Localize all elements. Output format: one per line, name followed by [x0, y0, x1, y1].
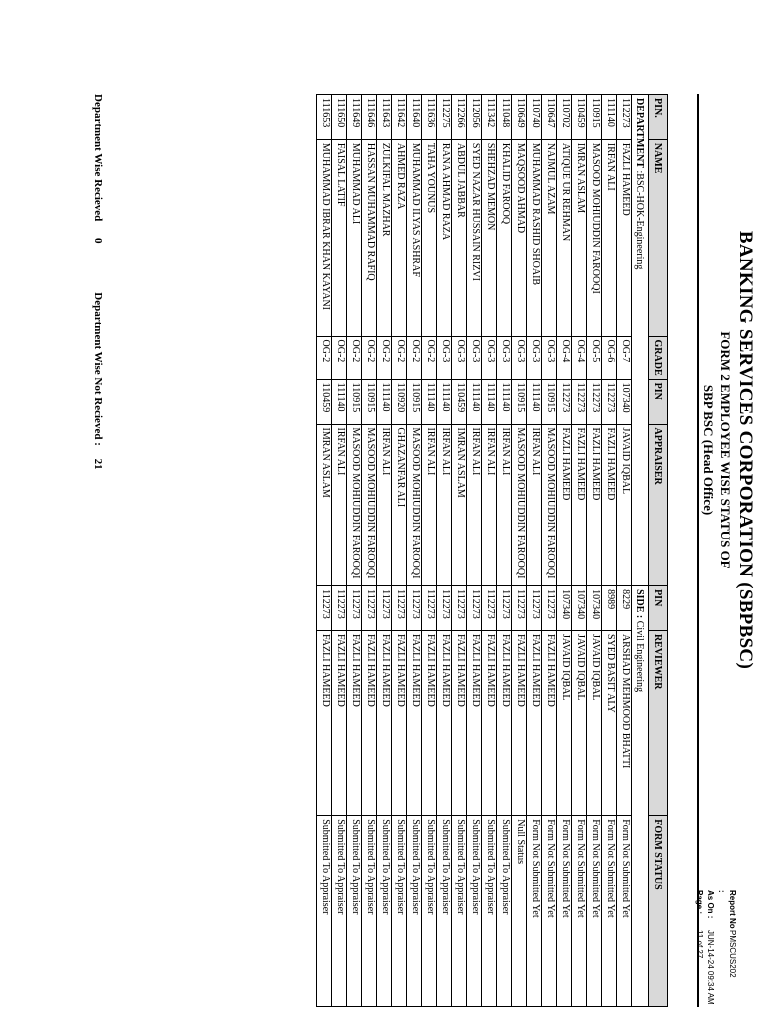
- cell-appraiser: IRFAN ALI: [482, 424, 497, 586]
- cell-name: IMRAN ASLAM: [572, 139, 587, 336]
- cell-reviewer: JAVAID IQBAL: [557, 630, 572, 815]
- cell-reviewer: FAZLI HAMEED: [392, 630, 407, 815]
- cell-pin: 110459: [572, 95, 587, 140]
- cell-appraiser: IRFAN ALI: [467, 424, 482, 586]
- cell-appraiser: FAZLI HAMEED: [602, 424, 617, 586]
- not-received-value: 21: [92, 458, 104, 470]
- side-cell: [632, 586, 649, 1007]
- cell-pin: 110647: [542, 95, 557, 140]
- report-no-label: Report No :: [717, 890, 737, 929]
- cell-form-status: Submitted To Appraiser: [317, 816, 332, 1007]
- cell-name: MASOOD MOHIUDDIN FAROOQI: [587, 139, 602, 336]
- cell-grade: OG-2: [332, 336, 347, 379]
- cell-reviewer-pin: 112273: [392, 586, 407, 631]
- cell-pin: 110702: [557, 95, 572, 140]
- cell-appraiser-pin: 112273: [572, 379, 587, 424]
- cell-grade: OG-3: [512, 336, 527, 379]
- cell-form-status: Form Not Submitted Yet: [527, 816, 542, 1007]
- cell-reviewer: FAZLI HAMEED: [332, 630, 347, 815]
- cell-reviewer: FAZLI HAMEED: [482, 630, 497, 815]
- table-row: [482, 95, 497, 1007]
- cell-pin: 111048: [497, 95, 512, 140]
- cell-appraiser: MASOOD MOHIUDDIN FAROOQI: [512, 424, 527, 586]
- table-row: [392, 95, 407, 1007]
- cell-pin: 111649: [347, 95, 362, 140]
- cell-appraiser-pin: 110920: [392, 379, 407, 424]
- cell-form-status: Submitted To Appraiser: [377, 816, 392, 1007]
- cell-appraiser-pin: 111140: [332, 379, 347, 424]
- cell-reviewer-pin: 112273: [407, 586, 422, 631]
- cell-appraiser-pin: 112273: [602, 379, 617, 424]
- report-office: SBP BSC (Head Office): [701, 384, 716, 516]
- report-meta: [694, 890, 738, 1020]
- cell-name: ZULKIFAL MAZHAR: [377, 139, 392, 336]
- cell-grade: OG-3: [542, 336, 557, 379]
- side-label: SIDE :: [634, 589, 646, 619]
- cell-reviewer: FAZLI HAMEED: [542, 630, 557, 815]
- col-header-reviewer-pin: PIN: [649, 586, 668, 631]
- cell-appraiser-pin: 111140: [482, 379, 497, 424]
- cell-pin: 112266: [452, 95, 467, 140]
- col-header-form-status: FORM STATUS: [649, 816, 668, 1007]
- report-title: BANKING SERVICES CORPORATION (SBPBSC): [735, 230, 756, 670]
- cell-name: MUHAMMAD ILYAS ASHRAF: [407, 139, 422, 336]
- department-row: [632, 95, 649, 1007]
- table-row: [347, 95, 362, 1007]
- cell-reviewer-pin: 107340: [572, 586, 587, 631]
- col-header-appraiser-pin: PIN: [649, 379, 668, 424]
- cell-name: MUHAMMAD RASHID SHOAIB: [527, 139, 542, 336]
- cell-appraiser-pin: 110915: [347, 379, 362, 424]
- cell-form-status: Form Not Submitted Yet: [587, 816, 602, 1007]
- col-header-name: NAME: [649, 139, 668, 336]
- cell-pin: 111636: [422, 95, 437, 140]
- cell-appraiser-pin: 112273: [557, 379, 572, 424]
- cell-reviewer-pin: 112273: [482, 586, 497, 631]
- cell-appraiser-pin: 111140: [437, 379, 452, 424]
- cell-grade: OG-3: [437, 336, 452, 379]
- cell-reviewer-pin: 112273: [512, 586, 527, 631]
- cell-reviewer-pin: 107340: [557, 586, 572, 631]
- department-value: :BSC-HOK-Engineering: [634, 170, 646, 270]
- received-value: 0: [92, 238, 104, 244]
- cell-appraiser-pin: 111140: [497, 379, 512, 424]
- table-row: [497, 95, 512, 1007]
- table-row: [452, 95, 467, 1007]
- cell-form-status: Submitted To Appraiser: [422, 816, 437, 1007]
- cell-reviewer-pin: 112273: [422, 586, 437, 631]
- cell-appraiser-pin: 111140: [377, 379, 392, 424]
- cell-name: HASSAN MUHAMMAD RAFIQ: [362, 139, 377, 336]
- table-row: [437, 95, 452, 1007]
- cell-pin: 112275: [437, 95, 452, 140]
- cell-appraiser-pin: 111140: [422, 379, 437, 424]
- cell-name: RANA AHMAD RAZA: [437, 139, 452, 336]
- cell-appraiser-pin: 110915: [512, 379, 527, 424]
- cell-appraiser: JAVAID IQBAL: [617, 424, 632, 586]
- cell-appraiser: IMRAN ASLAM: [317, 424, 332, 586]
- cell-appraiser-pin: 107340: [617, 379, 632, 424]
- department-label: DEPARTMENT: [634, 98, 646, 169]
- cell-appraiser-pin: 111140: [467, 379, 482, 424]
- cell-form-status: Submitted To Appraiser: [332, 816, 347, 1007]
- received-label: Department Wise Recieved: [92, 94, 104, 222]
- page-row: [694, 890, 705, 1020]
- cell-pin: 111640: [407, 95, 422, 140]
- cell-appraiser: IRFAN ALI: [377, 424, 392, 586]
- cell-appraiser: IRFAN ALI: [527, 424, 542, 586]
- cell-name: NAJMUL AZAM: [542, 139, 557, 336]
- cell-grade: OG-2: [407, 336, 422, 379]
- cell-reviewer: FAZLI HAMEED: [452, 630, 467, 815]
- cell-form-status: Submitted To Appraiser: [482, 816, 497, 1007]
- table-row: [587, 95, 602, 1007]
- cell-appraiser: FAZLI HAMEED: [557, 424, 572, 586]
- cell-appraiser: MASOOD MOHIUDDIN FAROOQI: [407, 424, 422, 586]
- cell-form-status: Form Not Submitted Yet: [557, 816, 572, 1007]
- cell-name: SYED NAZAR HUSSAIN RIZVI: [467, 139, 482, 336]
- cell-pin: 111653: [317, 95, 332, 140]
- cell-pin: 111140: [602, 95, 617, 140]
- cell-name: AHMED RAZA: [392, 139, 407, 336]
- cell-appraiser: IMRAN ASLAM: [452, 424, 467, 586]
- cell-grade: OG-3: [452, 336, 467, 379]
- cell-appraiser-pin: 110915: [407, 379, 422, 424]
- cell-form-status: Form Not Submitted Yet: [542, 816, 557, 1007]
- cell-name: KHALID FAROOQ: [497, 139, 512, 336]
- report-header: [700, 0, 756, 900]
- cell-pin: 110915: [587, 95, 602, 140]
- table-row: [527, 95, 542, 1007]
- cell-appraiser: GHAZANFAR ALI: [392, 424, 407, 586]
- table-row: [602, 95, 617, 1007]
- cell-grade: OG-4: [572, 336, 587, 379]
- cell-pin: 111342: [482, 95, 497, 140]
- cell-grade: OG-2: [362, 336, 377, 379]
- cell-grade: OG-7: [617, 336, 632, 379]
- table-row: [377, 95, 392, 1007]
- cell-pin: 110740: [527, 95, 542, 140]
- cell-pin: 111642: [392, 95, 407, 140]
- cell-grade: OG-5: [587, 336, 602, 379]
- cell-grade: OG-3: [467, 336, 482, 379]
- table-row: [317, 95, 332, 1007]
- cell-appraiser-pin: 111140: [527, 379, 542, 424]
- cell-grade: OG-2: [317, 336, 332, 379]
- not-received-label: Department Wise Not Recieved :: [92, 292, 104, 446]
- cell-appraiser: IRFAN ALI: [332, 424, 347, 586]
- cell-appraiser: IRFAN ALI: [497, 424, 512, 586]
- cell-reviewer: FAZLI HAMEED: [512, 630, 527, 815]
- employee-status-table: [316, 94, 668, 1007]
- cell-grade: OG-2: [422, 336, 437, 379]
- cell-appraiser: FAZLI HAMEED: [587, 424, 602, 586]
- cell-pin: 111650: [332, 95, 347, 140]
- cell-appraiser: IRFAN ALI: [437, 424, 452, 586]
- table-row: [572, 95, 587, 1007]
- report-no-value: PMSCUS202: [728, 930, 737, 978]
- cell-grade: OG-6: [602, 336, 617, 379]
- cell-reviewer: FAZLI HAMEED: [377, 630, 392, 815]
- cell-form-status: Form Not Submitted Yet: [572, 816, 587, 1007]
- col-header-grade: GRADE: [649, 336, 668, 379]
- cell-appraiser: IRFAN ALI: [422, 424, 437, 586]
- cell-appraiser-pin: 110459: [317, 379, 332, 424]
- cell-form-status: Form Not Submitted Yet: [602, 816, 617, 1007]
- department-cell: [632, 95, 649, 586]
- cell-reviewer-pin: 112273: [317, 586, 332, 631]
- cell-grade: OG-3: [527, 336, 542, 379]
- cell-form-status: Submitted To Appraiser: [497, 816, 512, 1007]
- cell-reviewer-pin: 112273: [362, 586, 377, 631]
- cell-name: MUHAMMAD IBRAR KHAN KAYANI: [317, 139, 332, 336]
- cell-name: ABDUL JABBAR: [452, 139, 467, 336]
- cell-form-status: Submitted To Appraiser: [407, 816, 422, 1007]
- cell-name: TAHA YOUNUS: [422, 139, 437, 336]
- cell-reviewer: FAZLI HAMEED: [497, 630, 512, 815]
- cell-form-status: Null Status: [512, 816, 527, 1007]
- cell-reviewer-pin: 112273: [452, 586, 467, 631]
- cell-reviewer: JAVAID IQBAL: [587, 630, 602, 815]
- cell-grade: OG-2: [377, 336, 392, 379]
- cell-pin: 112273: [617, 95, 632, 140]
- cell-appraiser-pin: 110915: [542, 379, 557, 424]
- cell-pin: 112056: [467, 95, 482, 140]
- cell-name: IRFAN ALI: [602, 139, 617, 336]
- cell-grade: OG-3: [497, 336, 512, 379]
- cell-reviewer-pin: 112273: [542, 586, 557, 631]
- cell-reviewer: FAZLI HAMEED: [362, 630, 377, 815]
- cell-form-status: Submitted To Appraiser: [452, 816, 467, 1007]
- cell-pin: 110649: [512, 95, 527, 140]
- cell-reviewer: JAVAID IQBAL: [572, 630, 587, 815]
- cell-appraiser: FAZLI HAMEED: [572, 424, 587, 586]
- cell-grade: OG-2: [347, 336, 362, 379]
- table-row: [467, 95, 482, 1007]
- cell-reviewer-pin: 8229: [617, 586, 632, 631]
- col-header-reviewer: REVIEWER: [649, 630, 668, 815]
- table-row: [617, 95, 632, 1007]
- cell-pin: 111643: [377, 95, 392, 140]
- cell-appraiser-pin: 110459: [452, 379, 467, 424]
- cell-reviewer-pin: 112273: [437, 586, 452, 631]
- table-row: [407, 95, 422, 1007]
- cell-reviewer-pin: 112273: [347, 586, 362, 631]
- cell-appraiser: MASOOD MOHIUDDIN FAROOQI: [362, 424, 377, 586]
- cell-reviewer-pin: 107340: [587, 586, 602, 631]
- table-row: [512, 95, 527, 1007]
- cell-reviewer-pin: 112273: [467, 586, 482, 631]
- cell-reviewer: FAZLI HAMEED: [527, 630, 542, 815]
- cell-grade: OG-4: [557, 336, 572, 379]
- cell-reviewer: FAZLI HAMEED: [317, 630, 332, 815]
- cell-reviewer: FAZLI HAMEED: [467, 630, 482, 815]
- cell-reviewer: SYED BASIT ALY: [602, 630, 617, 815]
- page-number: 11 of 27: [695, 930, 704, 959]
- cell-appraiser: MASOOD MOHIUDDIN FAROOQI: [347, 424, 362, 586]
- cell-appraiser-pin: 112273: [587, 379, 602, 424]
- page-label: Page :: [695, 890, 704, 915]
- as-on-row: [705, 890, 716, 1020]
- table-row: [332, 95, 347, 1007]
- cell-reviewer-pin: 112273: [527, 586, 542, 631]
- cell-name: ATIQUE UR REHMAN: [557, 139, 572, 336]
- report-footer: [92, 94, 104, 1007]
- cell-grade: OG-2: [392, 336, 407, 379]
- cell-name: FAZLI HAMEED: [617, 139, 632, 336]
- cell-reviewer-pin: 8989: [602, 586, 617, 631]
- cell-appraiser-pin: 110915: [362, 379, 377, 424]
- cell-form-status: Submitted To Appraiser: [347, 816, 362, 1007]
- cell-grade: OG-3: [482, 336, 497, 379]
- cell-name: SHEHZAD MEMON: [482, 139, 497, 336]
- cell-pin: 111646: [362, 95, 377, 140]
- cell-form-status: Submitted To Appraiser: [467, 816, 482, 1007]
- table-row: [362, 95, 377, 1007]
- cell-reviewer: FAZLI HAMEED: [422, 630, 437, 815]
- cell-form-status: Submitted To Appraiser: [392, 816, 407, 1007]
- cell-name: MUHAMMAD ALI: [347, 139, 362, 336]
- cell-form-status: Form Not Submitted Yet: [617, 816, 632, 1007]
- col-header-appraiser: APPRAISER: [649, 424, 668, 586]
- cell-reviewer: FAZLI HAMEED: [407, 630, 422, 815]
- report-no-row: [716, 890, 738, 1020]
- as-on-label: As On :: [706, 890, 715, 919]
- table-header-row: [649, 95, 668, 1007]
- cell-appraiser: MASOOD MOHIUDDIN FAROOQI: [542, 424, 557, 586]
- cell-reviewer-pin: 112273: [377, 586, 392, 631]
- cell-form-status: Submitted To Appraiser: [362, 816, 377, 1007]
- cell-reviewer-pin: 112273: [332, 586, 347, 631]
- cell-reviewer: FAZLI HAMEED: [437, 630, 452, 815]
- col-header-pin: PIN.: [649, 95, 668, 140]
- table-row: [557, 95, 572, 1007]
- cell-name: MAQSOOD AHMAD: [512, 139, 527, 336]
- cell-reviewer: FAZLI HAMEED: [347, 630, 362, 815]
- cell-form-status: Submitted To Appraiser: [437, 816, 452, 1007]
- cell-reviewer-pin: 112273: [497, 586, 512, 631]
- table-row: [542, 95, 557, 1007]
- table-row: [422, 95, 437, 1007]
- side-value: Civil Engineering: [634, 620, 646, 693]
- cell-name: FAISAL LATIF: [332, 139, 347, 336]
- cell-reviewer: ARSHAD MEHMOOD BHATTI: [617, 630, 632, 815]
- header-divider: [697, 94, 699, 1007]
- as-on-value: JUN-14-24 09:34 AM: [706, 930, 715, 1005]
- report-subtitle: FORM 2 EMPLOYEE WISE STATUS OF: [718, 331, 733, 569]
